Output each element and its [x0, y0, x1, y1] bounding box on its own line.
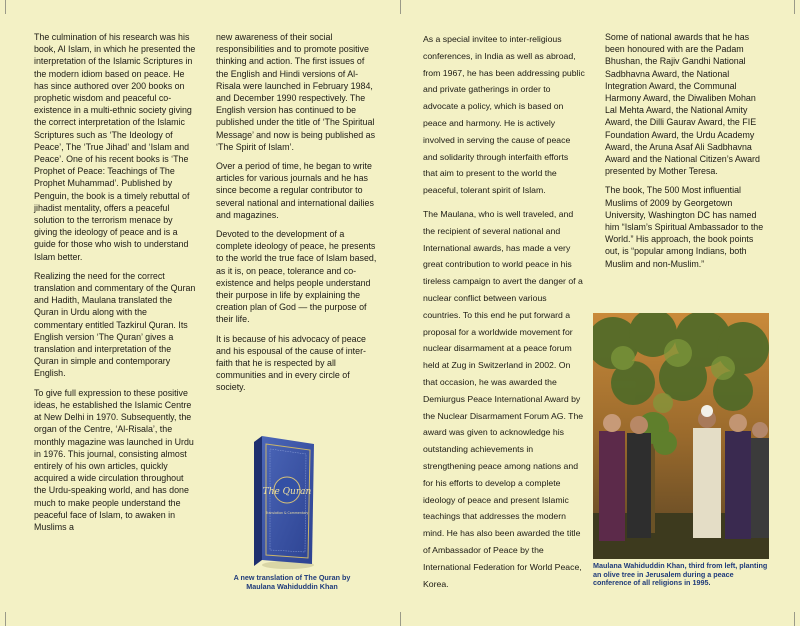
- quran-book-image: [250, 432, 316, 572]
- book-cover-title: The Quran: [262, 487, 312, 497]
- book-caption: A new translation of The Quran by Maulana Wahiduddin Khan: [233, 573, 351, 591]
- text-column-3: [423, 31, 585, 599]
- text-column-4: [605, 31, 769, 277]
- paragraph: Devoted to the development of a complete ideology of peace, he presents to the world the true face of Islam based, as it is, on peace, tolerance and co-existence and helps people understand their purpose in life by explaining the creation plan of God — the purpose of their life.: [216, 229, 377, 325]
- text-column-2: [216, 31, 378, 401]
- paragraph: To give full expression to these positive ideas, he established the Islamic Centre at New Delhi in 1970. Subsequently, the organ of the Centre, ‘Al-Risala’, the monthly magazine was launched in Urdu in 1976. This journal, consisting almost entirely of his own articles, quickly acquired a wide circulation throughout the Urdu-speaking world, and has done much to make people understand the peaceful face of Islam, to awaken in Muslims a: [34, 387, 194, 532]
- crop-mark: [794, 612, 795, 626]
- text-column-1: [34, 31, 196, 540]
- paragraph: The culmination of his research was his book, Al Islam, in which he presented the interpretation of the Islamic Scriptures in the modern idiom based on peace. He has since authored over 200 books on prophetic wisdom and peaceful co-existence in a multi-ethnic society giving the correct interpretation of the Islamic Scriptures such as ‘The Ideology of Peace’, The ‘True Jihad’ and ‘Islam and Peace’. One of his recent books is ‘The Prophet of Peace: Teachings of The Prophet Muhammad’. Published by Penguin, the book is a timely rebuttal of jihadist mentality, offers a peaceful solution to the terrorism menace by giving the ideology of peace and is a guide for those who wish to understand Islam better.: [34, 32, 196, 262]
- paragraph: Over a period of time, he began to write articles for various journals and he has since become a regular contributor to several national and international dailies and magazines.: [216, 161, 374, 220]
- crop-mark: [794, 0, 795, 14]
- crop-mark: [5, 612, 6, 626]
- paragraph: new awareness of their social responsibilities and to promote positive thinking and action. The first issues of the English and Hindi versions of Al-Risala were launched in February 1984, and December 1990 respectively. The English version has continued to be published under the title of ‘The Spiritual Message’ and now is being published as ‘The Spirit of Islam’.: [216, 32, 376, 152]
- crop-mark: [400, 0, 401, 14]
- paragraph: The book, The 500 Most influential Muslims of 2009 by Georgetown University, Washington DC has named him “Islam’s Spiritual Ambassador to the World.” His approach, the book points out, is “popular among Indians, both Muslim and non-Muslim.”: [605, 185, 764, 269]
- paragraph: As a special invitee to inter-religious conferences, in India as well as abroad, from 1967, he has been addressing public and private gatherings in order to advocate a policy, which is based on peace and harmony. He is actively involved in serving the cause of peace and solidarity through interfaith efforts that aim to present to the world the peaceful, tolerant spirit of Islam.: [423, 34, 585, 196]
- crop-mark: [400, 612, 401, 626]
- crop-mark: [5, 0, 6, 14]
- paragraph: Realizing the need for the correct translation and commentary of the Quran and Hadith, Maulana translated the Quran in Urdu along with the commentary entitled Tazkirul Quran. Its English version ‘The Quran’ gives a translation and interpretation of the Quran in simple and contemporary English.: [34, 270, 196, 379]
- paragraph: The Maulana, who is well traveled, and the recipient of several national and International awards, has made a very great contribution to world peace in his tireless campaign to avert the danger of a nuclear conflict between various countries. To this end he put forward a proposal for a worldwide movement for nuclear disarmament at a peace forum held at Zug in Switzerland in 2002. On that occasion, he was awarded the Demiurgus Peace International Award by the Nuclear Disarmament Forum AG. The award was given to acknowledge his outstanding achievements in strengthening peace among nations and for his efforts to develop a complete ideology of peace and present Islamic teachings that addresses the modern mind. He has also been awarded the title of Ambassador of Peace by the International Federation for World Peace, Korea.: [423, 208, 584, 589]
- tree-planting-photo: [593, 313, 769, 559]
- paragraph: Some of national awards that he has been honoured with are the Padam Bhushan, the Rajiv Gandhi National Sadbhavna Award, the National Integration Award, the Communal Harmony Award, the Diwaliben Mohan Lal Mehta Award, the National Amity Award, the Dilli Gaurav Award, the FIE Foundation Award, the Urdu Academy Award, the Aruna Asaf Ali Sadbhavna Award and the National Citizen’s Award presented by Mother Teresa.: [605, 32, 760, 177]
- paragraph: It is because of his advocacy of peace and his espousal of the cause of inter-faith that he is respected by all communities and in every circle of society.: [216, 333, 366, 393]
- photo-caption: Maulana Wahiduddin Khan, third from left, planting an olive tree in Jerusalem during a peace conference of all religions in 1995.: [593, 561, 768, 588]
- book-cover-subtitle: Translation & Commentary: [265, 511, 309, 515]
